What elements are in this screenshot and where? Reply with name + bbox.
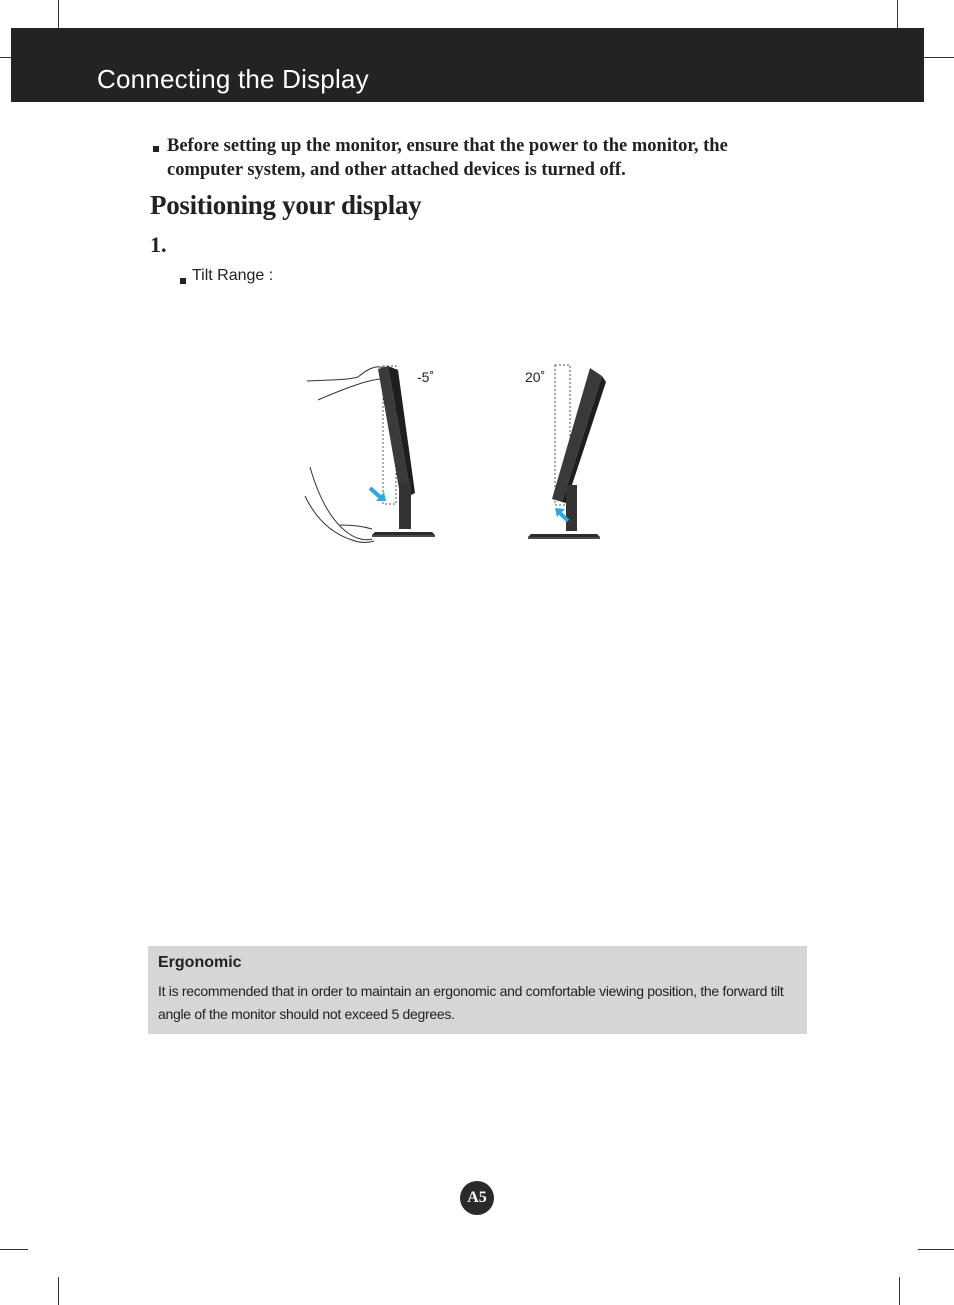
- arrow-icon: [370, 488, 386, 501]
- step-number: 1.: [150, 232, 167, 257]
- tilt-figure-svg: [300, 355, 620, 550]
- monitor-side-icon: [528, 368, 606, 539]
- tilt-illustration: [300, 355, 620, 550]
- note-body: It is recommended that in order to maintain an ergonomic and comfortable viewing position, the forward tilt angle of the monitor should not exceed 5 degrees.: [158, 983, 784, 1022]
- crop-mark: [58, 0, 59, 28]
- crop-mark: [58, 1277, 59, 1305]
- header-bar: [11, 28, 924, 102]
- tilt-range-label: Tilt Range :: [192, 267, 274, 284]
- ergonomic-note: [148, 946, 807, 1034]
- page-number-badge: A5: [460, 1181, 494, 1215]
- crop-mark: [899, 1277, 900, 1305]
- note-title: Ergonomic: [158, 954, 242, 971]
- bullet-icon: [180, 278, 186, 284]
- section-title: Positioning your display: [150, 190, 422, 220]
- angle-back-label: -5˚: [417, 369, 435, 385]
- hand-icon: [305, 367, 386, 543]
- angle-forward-label: 20˚: [525, 369, 546, 385]
- crop-mark: [897, 0, 898, 28]
- crop-mark: [918, 1249, 954, 1250]
- page-title: Connecting the Display: [97, 64, 369, 94]
- crop-mark: [924, 57, 954, 58]
- crop-mark: [0, 57, 11, 58]
- crop-mark: [0, 1249, 28, 1250]
- warning-text: Before setting up the monitor, ensure that the power to the monitor, the computer system, and other attached devices is turned off.: [167, 136, 728, 180]
- monitor-side-icon: [372, 366, 435, 537]
- bullet-icon: [153, 146, 159, 152]
